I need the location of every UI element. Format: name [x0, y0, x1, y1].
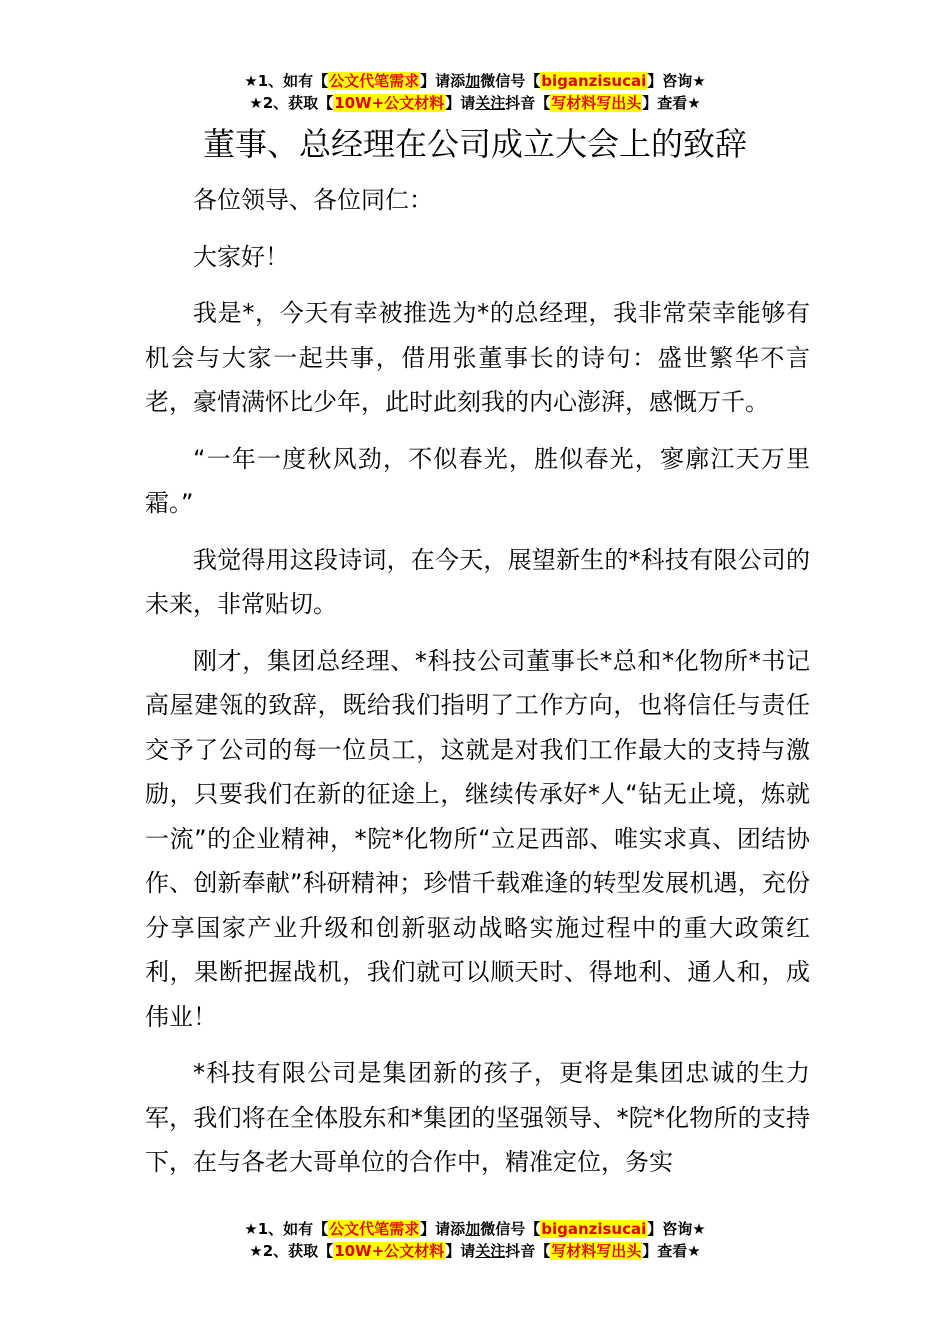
- header-promo-banner: [0, 70, 950, 114]
- promo-line-1: ★1、如有【公文代笔需求】请添加微信号【biganzisucai】咨询★: [244, 72, 706, 90]
- greeting: 大家好！: [193, 242, 289, 271]
- promo-line-1: ★1、如有【公文代笔需求】请添加微信号【biganzisucai】咨询★: [244, 1220, 706, 1238]
- body-paragraph: 我是*，今天有幸被推选为*的总经理，我非常荣幸能够有机会与大家一起共事，借用张董事长的诗句：盛世繁华不言老，豪情满怀比少年，此时此刻我的内心澎湃，感慨万千。: [145, 299, 810, 416]
- body-paragraph: *科技有限公司是集团新的孩子，更将是集团忠诚的生力军，我们将在全体股东和*集团的坚强领导、*院*化物所的支持下，在与各老大哥单位的合作中，精准定位，务实: [145, 1059, 810, 1176]
- promo-line-2: ★2、获取【10W+公文材料】请关注抖音【写材料写出头】查看★: [249, 1242, 701, 1260]
- body-paragraph: 我觉得用这段诗词，在今天，展望新生的*科技有限公司的未来，非常贴切。: [145, 545, 810, 618]
- document-body: [145, 178, 810, 1197]
- body-paragraph: 刚才，集团总经理、*科技公司董事长*总和*化物所*书记高屋建瓴的致辞，既给我们指明了工作方向，也将信任与责任交予了公司的每一位员工，这就是对我们工作最大的支持与激励，只要我们在新的征途上，继续传承好*人“钻无止境，炼就一流”的企业精神，*院*化物所“立足西部、唯实求真、团结协作、创新奉献”科研精神；珍惜千载难逢的转型发展机遇，充份分享国家产业升级和创新驱动战略实施过程中的重大政策红利，果断把握战机，我们就可以顺天时、得地利、通人和，成伟业！: [145, 646, 810, 1031]
- promo-highlight: 公文代笔需求: [329, 72, 420, 90]
- promo-highlight: 10W+公文材料: [334, 1242, 445, 1260]
- promo-line-2: ★2、获取【10W+公文材料】请关注抖音【写材料写出头】查看★: [249, 94, 701, 112]
- promo-highlight: 写材料写出头: [551, 1242, 642, 1260]
- poem-quote: “一年一度秋风劲，不似春光，胜似春光，寥廓江天万里霜。”: [145, 444, 810, 517]
- promo-highlight: 写材料写出头: [551, 94, 642, 112]
- document-title: 董事、总经理在公司成立大会上的致辞: [202, 125, 747, 163]
- promo-highlight: biganzisucai: [541, 1220, 647, 1238]
- promo-highlight: biganzisucai: [541, 72, 647, 90]
- footer-promo-banner: [0, 1218, 950, 1262]
- promo-highlight: 10W+公文材料: [334, 94, 445, 112]
- promo-highlight: 公文代笔需求: [329, 1220, 420, 1238]
- salutation: 各位领导、各位同仁：: [193, 186, 433, 214]
